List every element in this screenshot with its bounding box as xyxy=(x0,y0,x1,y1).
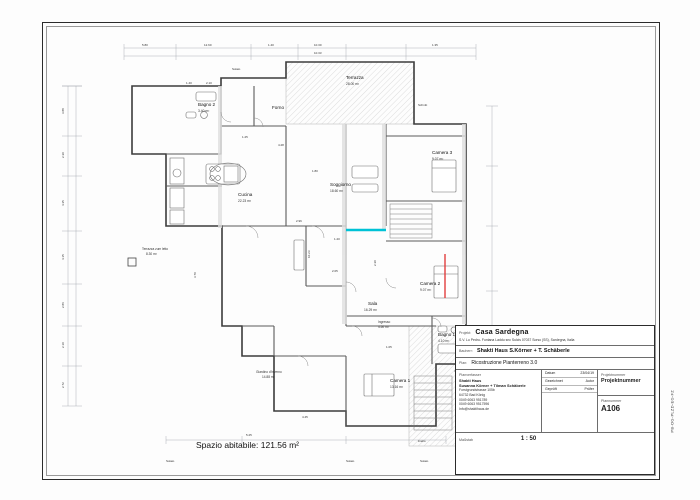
svg-text:2.10: 2.10 xyxy=(61,342,65,348)
svg-text:1.05: 1.05 xyxy=(386,345,392,349)
svg-text:Cucina: Cucina xyxy=(238,192,253,197)
bed-camera3 xyxy=(432,160,456,192)
svg-text:livello: livello xyxy=(418,439,426,443)
svg-text:28.00 m²: 28.00 m² xyxy=(346,82,360,86)
svg-text:Giardino d'inverno: Giardino d'inverno xyxy=(256,370,282,374)
title-block-project-row xyxy=(456,326,654,346)
plan-number-value: A106 xyxy=(601,403,621,413)
staircase xyxy=(390,204,432,238)
svg-text:2.96: 2.96 xyxy=(296,219,302,223)
office-label: Planverfasser xyxy=(459,373,481,378)
svg-text:1.40: 1.40 xyxy=(268,43,274,47)
svg-text:2.10: 2.10 xyxy=(206,81,212,85)
meta-value-checked: Prüfer xyxy=(584,386,594,391)
dimension-text-top xyxy=(142,43,438,55)
svg-text:18.60 m²: 18.60 m² xyxy=(330,189,344,193)
meta-block xyxy=(542,370,598,432)
svg-text:2.86: 2.86 xyxy=(61,302,65,308)
sheet-side-code: PB-OG-PLZD-EG-FZ xyxy=(670,390,675,433)
meta-row-spacer xyxy=(542,393,597,423)
builder-name: Shakti Haus S.Körner + T. Schäberle xyxy=(476,348,570,355)
svg-text:Solaio: Solaio xyxy=(166,459,175,463)
svg-text:10.33: 10.33 xyxy=(314,51,322,55)
project-name: Casa Sardegna xyxy=(475,329,529,336)
project-label: Projekt: xyxy=(459,331,472,335)
title-block-plan-row xyxy=(456,358,654,370)
svg-text:5.80: 5.80 xyxy=(142,43,148,47)
project-address: S.V. Lu Pedru- Funtana Laddu snc Sulcis 07037 Sorso (SS), Sardegna, Italia xyxy=(459,338,575,343)
meta-row-drawn xyxy=(542,378,597,386)
dimension-chain-top xyxy=(124,44,476,60)
svg-text:Bagno 2: Bagno 2 xyxy=(198,102,216,107)
svg-text:Bagno 1: Bagno 1 xyxy=(438,332,456,337)
svg-text:Solaio: Solaio xyxy=(420,459,429,463)
svg-text:Ingresso: Ingresso xyxy=(378,320,391,324)
svg-text:4.28: 4.28 xyxy=(278,143,284,147)
svg-text:1.40: 1.40 xyxy=(186,81,192,85)
svg-text:4.15: 4.15 xyxy=(61,254,65,260)
title-block-bottom xyxy=(456,370,654,432)
svg-text:2.30: 2.30 xyxy=(61,152,65,158)
level-marker xyxy=(128,258,136,266)
svg-text:3.40 m²: 3.40 m² xyxy=(198,109,210,113)
dimension-text-left xyxy=(61,108,65,388)
title-block-builder-row xyxy=(456,346,654,358)
svg-text:2.30: 2.30 xyxy=(373,260,377,266)
terrace-hatch xyxy=(286,62,414,124)
office-line-0: Shakti Haus xyxy=(459,377,482,383)
meta-row-date xyxy=(542,370,597,378)
svg-text:4.35: 4.35 xyxy=(61,200,65,206)
office-line-2: Forstgrundstrasse 105b xyxy=(459,388,495,393)
scale-row xyxy=(456,432,654,445)
kitchen-fixtures xyxy=(170,158,240,224)
meta-value-drawn: Autor xyxy=(585,378,594,383)
svg-text:22.23 m²: 22.23 m² xyxy=(238,199,252,203)
svg-text:3.88: 3.88 xyxy=(61,108,65,114)
svg-text:5.25: 5.25 xyxy=(246,433,252,437)
svg-text:Solaio: Solaio xyxy=(232,67,241,71)
svg-text:Sala: Sala xyxy=(368,301,378,306)
office-line-3: 64732 Bad König xyxy=(459,393,486,398)
svg-text:9.07 m²: 9.07 m² xyxy=(432,157,444,161)
svg-text:Forno: Forno xyxy=(272,105,285,110)
svg-text:Schnitt: Schnitt xyxy=(418,103,428,107)
svg-text:2.05: 2.05 xyxy=(332,269,338,273)
plan-title: Ricostruzione Pianterreno 3.0 xyxy=(471,360,538,367)
plan-number-cell xyxy=(598,396,654,432)
svg-text:Soggiorno: Soggiorno xyxy=(330,182,351,187)
svg-text:10.30: 10.30 xyxy=(314,43,322,47)
project-number-cell xyxy=(598,370,654,396)
svg-text:Solaio: Solaio xyxy=(346,459,355,463)
meta-row-checked xyxy=(542,386,597,394)
meta-key-date: Datum xyxy=(545,371,556,376)
svg-text:Terrazza: Terrazza xyxy=(346,75,364,80)
office-block xyxy=(456,370,542,432)
builder-label: Bauherr: xyxy=(459,349,473,354)
meta-key-drawn: Gezeichnet xyxy=(545,378,563,383)
svg-text:13.16 m²: 13.16 m² xyxy=(390,385,404,389)
project-number-value: Projektnummer xyxy=(601,377,641,384)
svg-text:8.30 m²: 8.30 m² xyxy=(146,252,157,256)
svg-text:12.60: 12.60 xyxy=(204,43,212,47)
project-number-label: Projektnummer xyxy=(601,373,626,378)
svg-text:Camera 2: Camera 2 xyxy=(420,281,441,286)
svg-text:4.45: 4.45 xyxy=(302,415,308,419)
svg-text:Terrazza zum letto: Terrazza zum letto xyxy=(142,247,169,251)
svg-text:Camera 1: Camera 1 xyxy=(390,378,411,383)
plan-number-label: Plannummer xyxy=(601,399,622,404)
office-line-6: Info@shaktihaus.de xyxy=(459,406,490,411)
svg-text:4.50 m²: 4.50 m² xyxy=(378,325,389,329)
svg-text:1.80: 1.80 xyxy=(312,169,318,173)
door-swings xyxy=(221,112,441,366)
svg-text:9.07 m²: 9.07 m² xyxy=(420,288,432,292)
office-line-1: Susanna Körner + Tilman Schäberle xyxy=(459,383,526,389)
living-area-caption: Spazio abitabile: 121.56 m² xyxy=(196,440,300,450)
scale-value: 1 : 50 xyxy=(520,436,537,443)
number-block xyxy=(598,370,654,432)
svg-text:2.72: 2.72 xyxy=(61,382,65,388)
svg-text:1.25: 1.25 xyxy=(242,135,248,139)
scale-label: Maßstab xyxy=(459,438,473,443)
title-block xyxy=(455,325,655,475)
meta-value-date: 23/04/19 xyxy=(580,371,594,376)
svg-text:4.10 m²: 4.10 m² xyxy=(438,339,450,343)
svg-text:1.20: 1.20 xyxy=(334,237,340,241)
office-line-4: 0049 6063 951789 xyxy=(459,397,488,402)
plan-label: Plan: xyxy=(459,361,468,366)
meta-key-checked: Geprüft xyxy=(545,386,557,391)
svg-text:3.70: 3.70 xyxy=(193,272,197,278)
svg-text:14.88 m²: 14.88 m² xyxy=(262,375,275,379)
svg-text:16.29 m²: 16.29 m² xyxy=(364,308,378,312)
svg-text:1.35: 1.35 xyxy=(432,43,438,47)
office-line-5: 0049 6063 9517596 xyxy=(459,402,490,407)
svg-text:Camera 3: Camera 3 xyxy=(432,150,453,155)
svg-text:10.23: 10.23 xyxy=(307,250,311,258)
dimension-chain-right xyxy=(486,106,498,356)
dimension-chain-left xyxy=(62,86,82,406)
